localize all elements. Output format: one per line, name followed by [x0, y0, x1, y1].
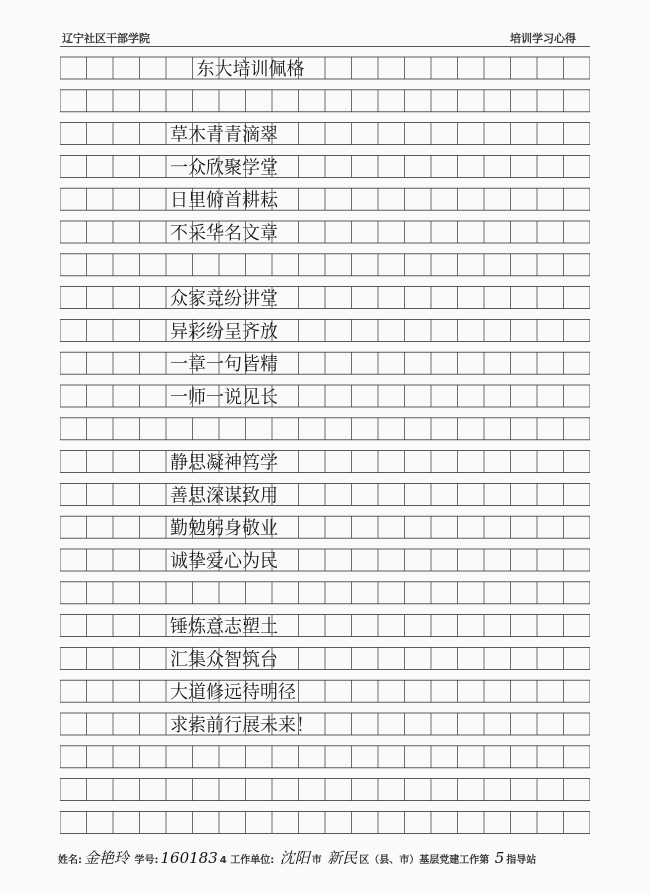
- id-value: 160183: [160, 849, 218, 867]
- header-rule: [60, 46, 590, 47]
- city-suffix: 市: [311, 855, 322, 866]
- poem-title: 东大培训佩格: [196, 59, 305, 80]
- poem-line: 诚挚爱心为民: [170, 551, 278, 572]
- group-value: 5: [494, 849, 505, 867]
- city-value: 沈阳: [279, 849, 310, 867]
- poem-line: 勤勉躬身敬业: [170, 518, 278, 540]
- unit-label: 4 工作单位:: [219, 855, 275, 866]
- poem-line: 一众欣聚学堂: [170, 157, 278, 179]
- poem-line: 众家竞纷讲堂: [170, 288, 278, 310]
- manuscript-sheet: [60, 52, 590, 842]
- name-value: 金艳玲: [84, 849, 130, 867]
- poem-line: 锤炼意志塑土: [170, 616, 278, 638]
- district-value: 新民: [327, 849, 358, 867]
- document-type: 培训学习心得: [510, 32, 576, 45]
- poem-line: 一章一句皆精: [170, 354, 278, 376]
- poem-line: 善思深谋致用: [170, 485, 278, 507]
- poem-line: 一师一说见长: [170, 387, 278, 408]
- name-label: 姓名:: [58, 855, 82, 866]
- manuscript-grid: [60, 52, 590, 842]
- poem-line: 汇集众智筑台: [170, 649, 278, 671]
- poem-line: 日里俯首耕耘: [170, 190, 278, 212]
- poem-line: 求索前行展未来！: [170, 715, 314, 736]
- group-suffix: 指导站: [506, 855, 537, 866]
- id-label: 学号:: [134, 855, 159, 866]
- district-suffix: 区（县、市）基层党建工作第: [359, 855, 490, 866]
- poem-line: 大道修远待明径: [170, 682, 296, 704]
- poem-line: 不采华名文章: [170, 223, 278, 244]
- student-info-footer: [58, 847, 598, 868]
- institution-name: 辽宁社区干部学院: [62, 32, 150, 45]
- poem-line: 草木青青滴翠: [170, 124, 278, 146]
- poem-line: 异彩纷呈齐放: [170, 321, 278, 343]
- poem-line: 静思凝神笃学: [170, 452, 278, 474]
